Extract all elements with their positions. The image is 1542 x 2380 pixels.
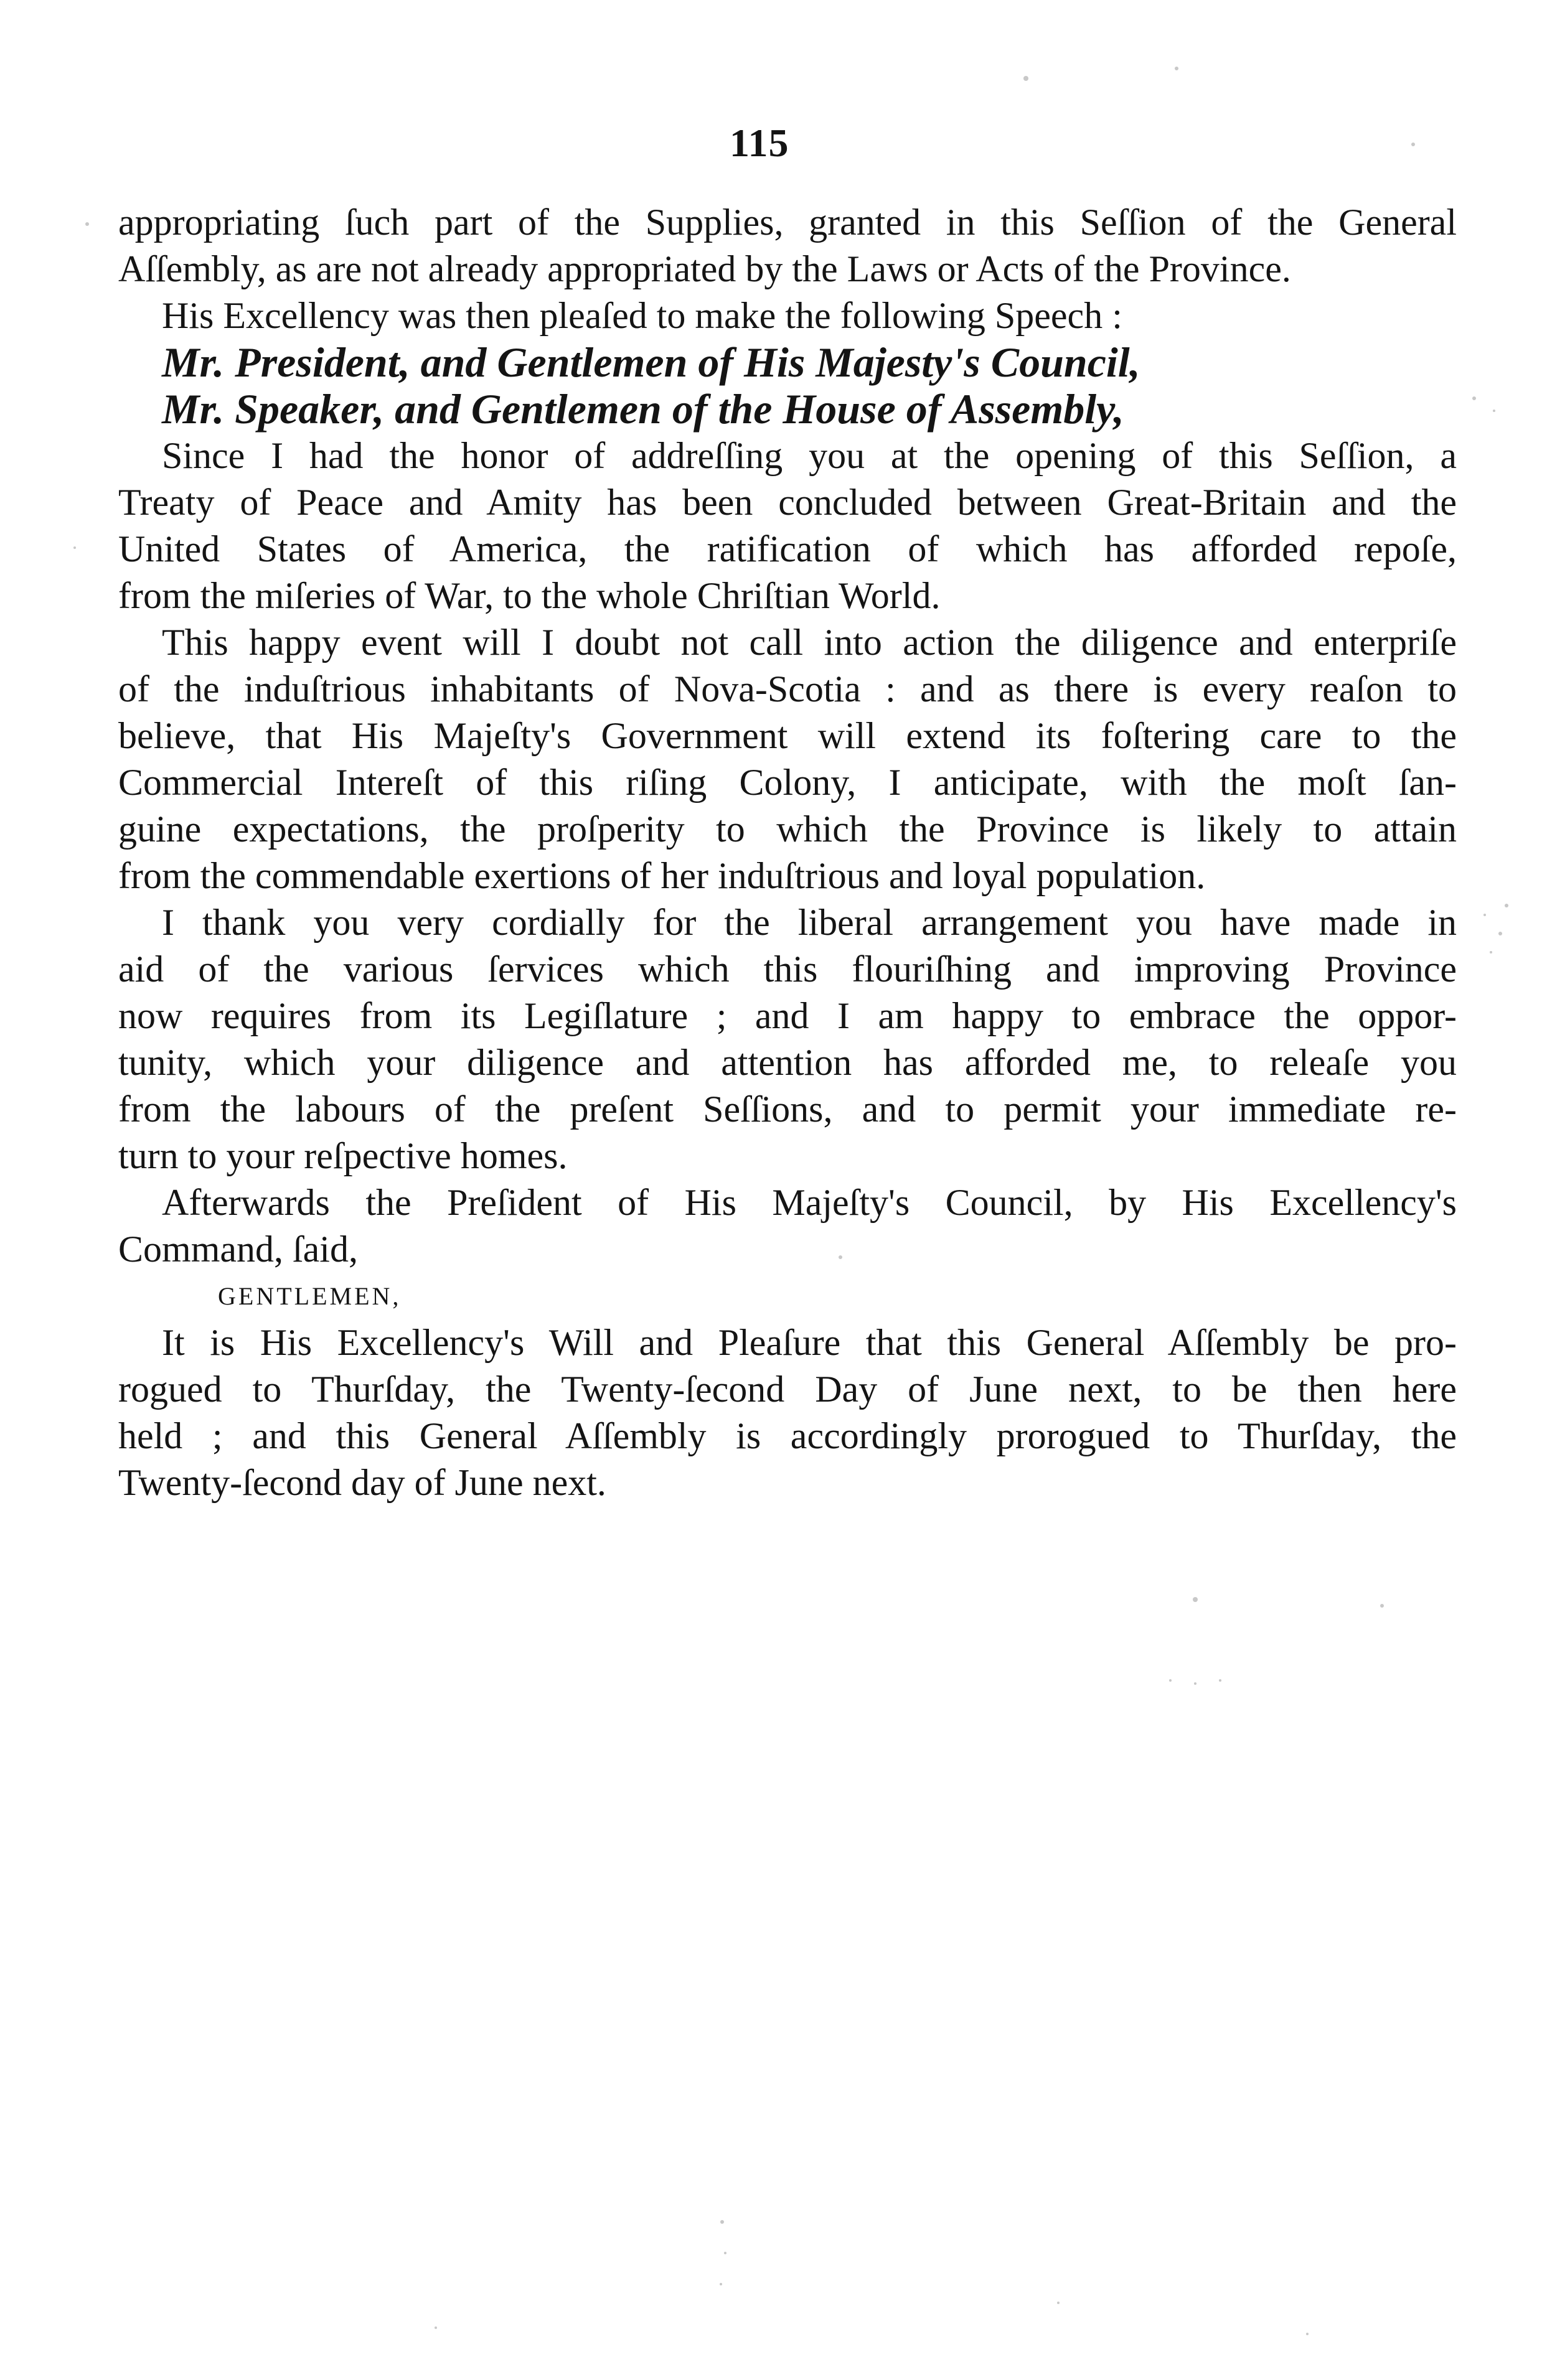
text-line: Since I had the honor of addreſſing you at the opening of this Seſſion, a	[162, 435, 1457, 476]
text-line: tunity, which your diligence and attention has afforded me, to releaſe you	[118, 1042, 1457, 1083]
text-line: His Excellency was then pleaſed to make the following Speech :	[162, 295, 1122, 336]
text-line: from the commendable exertions of her induſtrious and loyal population.	[118, 855, 1206, 896]
text-line: Aſſembly, as are not already appropriated by the Laws or Acts of the Province.	[118, 248, 1291, 289]
text-line: Twenty-ſecond day of June next.	[118, 1462, 606, 1503]
text-line: from the miſeries of War, to the whole Chriſtian World.	[118, 575, 941, 616]
text-line: now requires from its Legiſlature ; and I am happy to embrace the oppor-	[118, 995, 1457, 1036]
text-line: held ; and this General Aſſembly is accordingly prorogued to Thurſday, the	[118, 1415, 1457, 1456]
text-line: guine expectations, the proſperity to which the Province is likely to attain	[118, 808, 1457, 850]
address-line: Mr. President, and Gentlemen of His Majesty's Council,	[162, 339, 1140, 386]
text-line: This happy event will I doubt not call into action the diligence and enterpriſe	[162, 622, 1457, 663]
salutation-line: GENTLEMEN,	[218, 1282, 402, 1310]
text-line: Commercial Intereſt of this riſing Colony, I anticipate, with the moſt ſan-	[118, 762, 1457, 803]
text-line: from the labours of the preſent Seſſions, and to permit your immediate re-	[118, 1089, 1457, 1130]
text-line: Command, ſaid,	[118, 1229, 358, 1270]
text-line: appropriating ſuch part of the Supplies, granted in this Seſſion of the General	[118, 202, 1457, 243]
text-line: believe, that His Majeſty's Government will extend its foſtering care to the	[118, 715, 1457, 756]
body-text	[118, 199, 1457, 1506]
page-number: 115	[730, 121, 789, 165]
text-line: I thank you very cordially for the liberal arrangement you have made in	[162, 902, 1457, 943]
text-line: of the induſtrious inhabitants of Nova-Scotia : and as there is every reaſon to	[118, 668, 1457, 710]
text-line: United States of America, the ratification of which has afforded repoſe,	[118, 528, 1457, 569]
text-line: Treaty of Peace and Amity has been concluded between Great-Britain and the	[118, 482, 1457, 523]
text-line: It is His Excellency's Will and Pleaſure that this General Aſſembly be pro-	[162, 1322, 1457, 1363]
text-line: Afterwards the Preſident of His Majeſty's Council, by His Excellency's	[162, 1182, 1457, 1223]
text-line: aid of the various ſervices which this flouriſhing and improving Province	[118, 949, 1457, 990]
text-line: rogued to Thurſday, the Twenty-ſecond Day of June next, to be then here	[118, 1369, 1457, 1410]
address-line: Mr. Speaker, and Gentlemen of the House of Assembly,	[162, 386, 1124, 433]
text-line: turn to your reſpective homes.	[118, 1135, 568, 1176]
